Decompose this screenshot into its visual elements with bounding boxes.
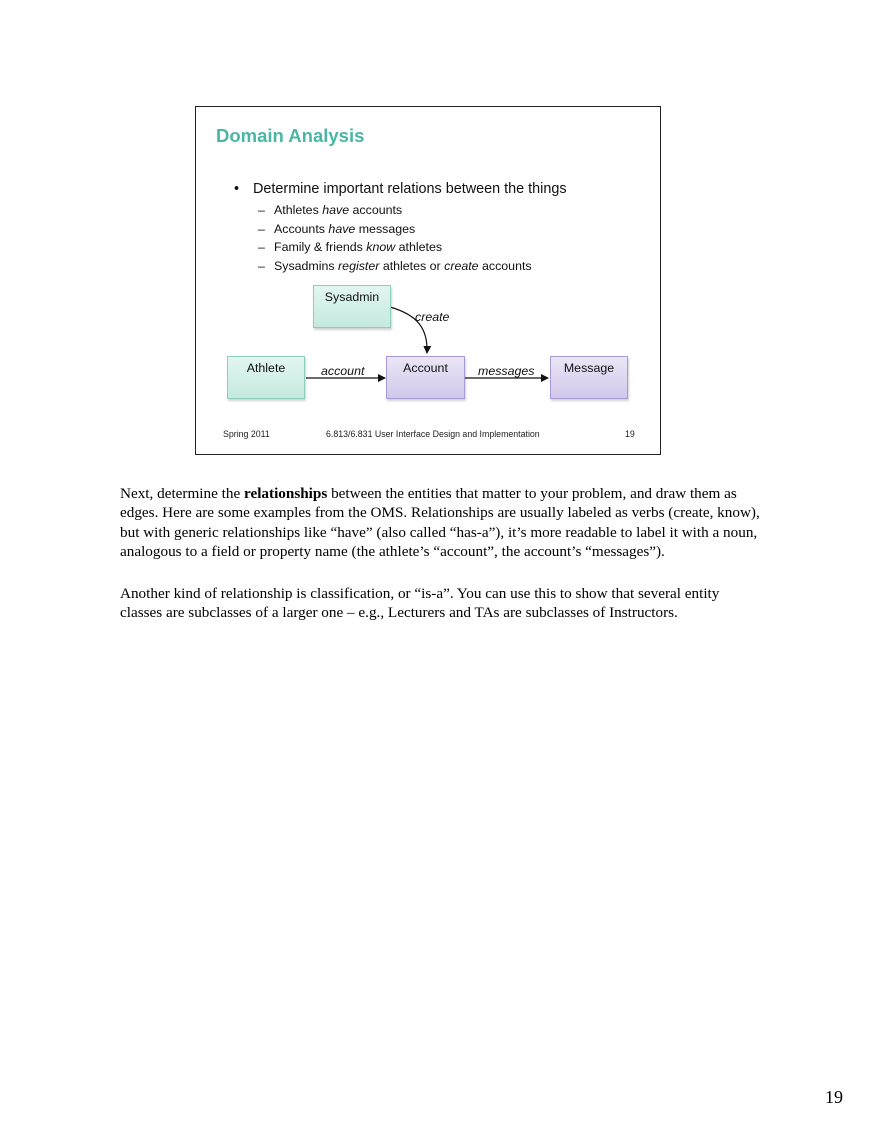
bullet-marker: • [234, 181, 240, 197]
lecture-slide: Domain Analysis • Determine important relations between the things – Athletes have accounts – Accounts have messages – Family & friends know athletes – Sysadmins register athletes or create accounts Sysadmin Athlete Account Message create account messages Spring 2011 6.813/6.831 User Interface Design and Implementation 19 [195, 106, 661, 455]
relationships-term: relationships [243, 485, 328, 502]
paragraph-relationships: Next, determine the relationships between the entities that matter to your problem, and draw them as edges. Here are some examples from the OMS. Relationships are usually labeled as verbs (create, know), but with generic relationships like “have” (also called “has-a”), it’s more readable to label it with a noun, analogous to a field or property name (the athlete’s “account”, the account’s “messages”). [120, 485, 760, 560]
slide-footer-date: Spring 2011 [223, 429, 270, 439]
slide-title: Domain Analysis [216, 125, 365, 146]
relationship-arrows [196, 107, 662, 456]
paragraph-classification: Another kind of relationship is classification, or “is-a”. You can use this to show that several entity classes are subclasses of a larger one – e.g., Lecturers and TAs are subclasses of Instructors. [120, 585, 720, 622]
message-entity: Message [550, 356, 628, 399]
slide-footer-number: 19 [625, 429, 635, 439]
athlete-entity: Athlete [227, 356, 305, 399]
slide-footer-course: 6.813/6.831 User Interface Design and Implementation [326, 429, 540, 439]
account-edge-label: account [321, 364, 365, 378]
sysadmin-entity: Sysadmin [313, 285, 391, 328]
create-edge-label: create [415, 310, 450, 324]
page-number: 19 [825, 1087, 843, 1107]
main-bullet-text: Determine important relations between the things [253, 181, 567, 197]
messages-edge-label: messages [478, 364, 535, 378]
account-entity: Account [386, 356, 465, 399]
